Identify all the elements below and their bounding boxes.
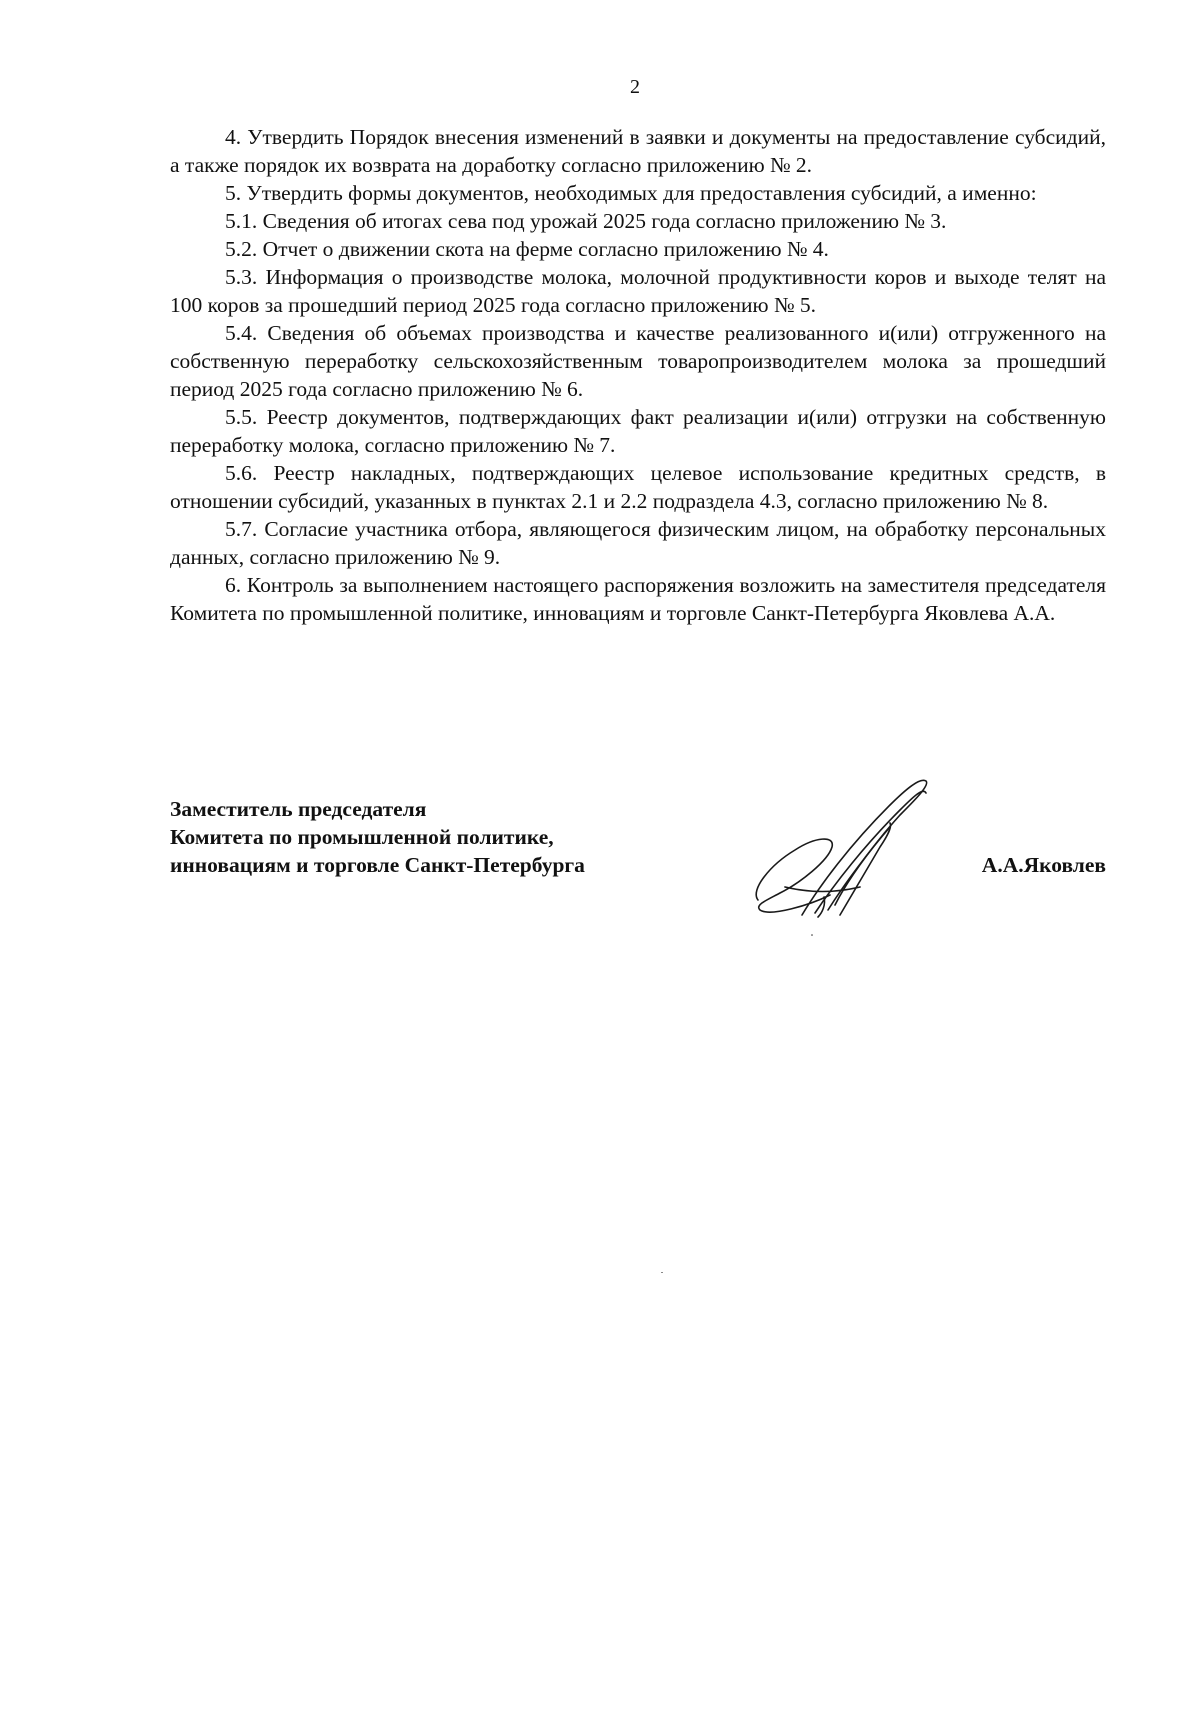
paragraph-5-5: 5.5. Реестр документов, подтверждающих факт реализации и(или) отгрузки на собственную переработку молока, согласно приложению № 7. [170, 405, 1106, 457]
paragraph-5-2: 5.2. Отчет о движении скота на ферме согласно приложению № 4. [225, 237, 829, 261]
paragraph-6: 6. Контроль за выполнением настоящего распоряжения возложить на заместителя председателя Комитета по промышленной политике, инновациям и торговле Санкт-Петербурга Яковлева А.А. [170, 573, 1106, 625]
page-number: 2 [630, 76, 640, 98]
signatory-name: А.А.Яковлев [981, 853, 1106, 877]
paragraph-5-4: 5.4. Сведения об объемах производства и качестве реализованного и(или) отгруженного на собственную переработку сельскохозяйственным товаропроизводителем молока за прошедший период 2025 года согласно приложению № 6. [170, 321, 1106, 401]
signatory-title-line: инновациям и торговле Санкт-Петербурга [170, 853, 585, 877]
paragraph-5: 5. Утвердить формы документов, необходимых для предоставления субсидий, а именно: [225, 181, 1037, 205]
signatory-title-line: Комитета по промышленной политике, [170, 825, 554, 849]
handwritten-signature [740, 765, 950, 940]
paragraph-4: 4. Утвердить Порядок внесения изменений в заявки и документы на предоставление субсидий, а также порядок их возврата на доработку согласно приложению № 2. [170, 125, 1106, 177]
scan-speck [661, 1272, 663, 1273]
document-body [170, 123, 1106, 627]
paragraph-5-1: 5.1. Сведения об итогах сева под урожай 2025 года согласно приложению № 3. [225, 209, 947, 233]
paragraph-5-6: 5.6. Реестр накладных, подтверждающих целевое использование кредитных средств, в отношении субсидий, указанных в пунктах 2.1 и 2.2 подраздела 4.3, согласно приложению № 8. [170, 461, 1106, 513]
paragraph-5-7: 5.7. Согласие участника отбора, являющегося физическим лицом, на обработку персональных данных, согласно приложению № 9. [170, 517, 1106, 569]
signatory-title-line: Заместитель председателя [170, 797, 427, 821]
signatory-title [170, 795, 585, 879]
signature-block [170, 795, 1106, 935]
paragraph-5-3: 5.3. Информация о производстве молока, молочной продуктивности коров и выходе телят на 100 коров за прошедший период 2025 года согласно приложению № 5. [170, 265, 1106, 317]
